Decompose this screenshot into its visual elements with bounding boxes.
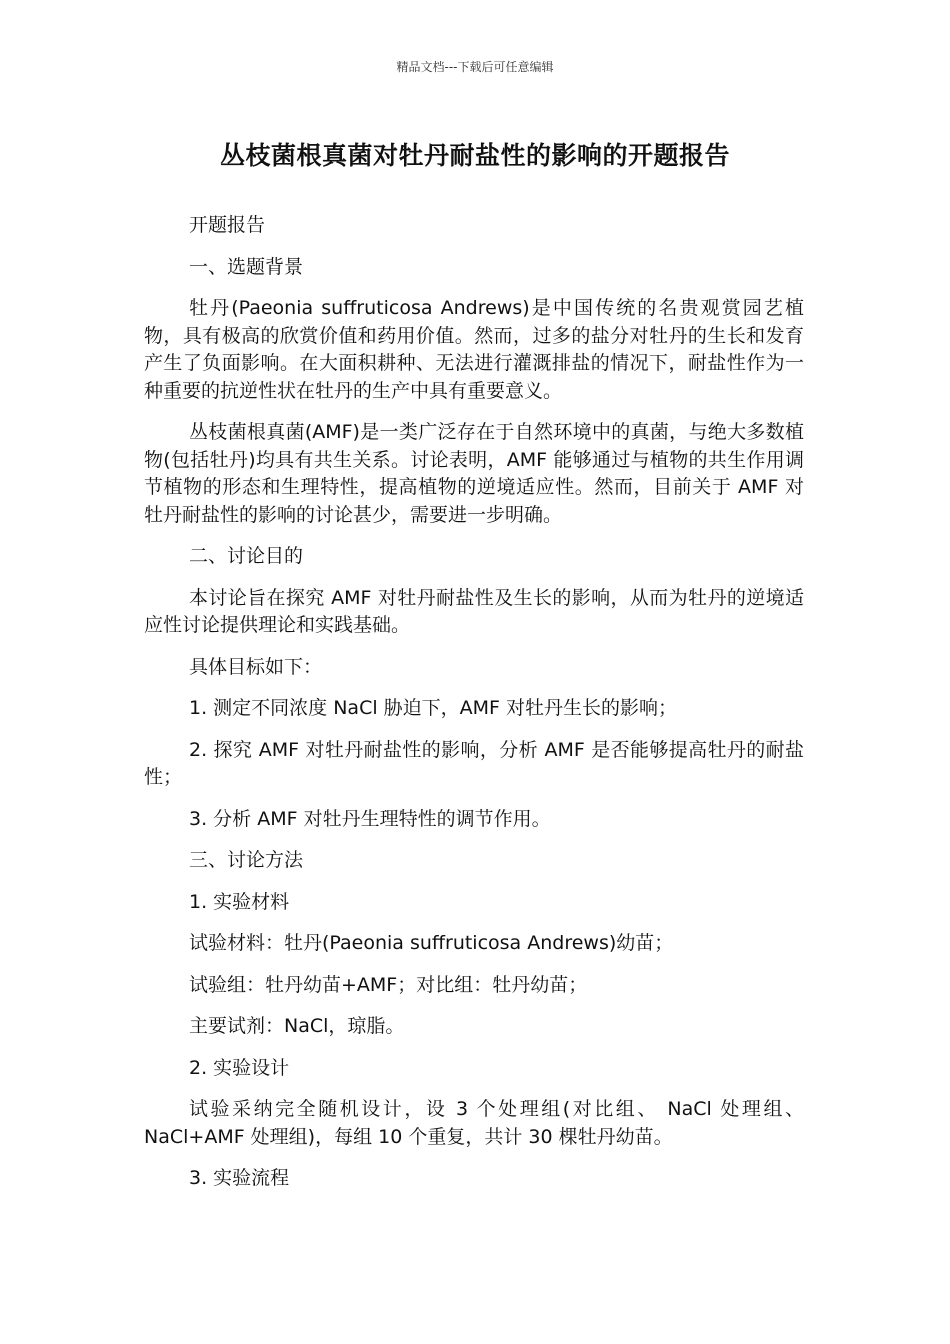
list-item-goal-1: 1. 测定不同浓度 NaCl 胁迫下，AMF 对牡丹生长的影响； xyxy=(189,697,678,719)
section-label-proposal: 开题报告 xyxy=(189,214,266,236)
paragraph-test-groups: 试验组：牡丹幼苗+AMF；对比组：牡丹幼苗； xyxy=(189,973,588,996)
paragraph-test-material: 试验材料：牡丹(Paeonia suffruticosa Andrews)幼苗； xyxy=(189,932,674,954)
paragraph-background-peony: 牡丹(Paeonia suffruticosa Andrews)是中国传统的名贵观赏园艺植物，具有极高的欣赏价值和药用价值。然而，过多的盐分对牡丹的生长和发育产生了负面影响。在大面积耕种、无法进行灌溉排盐的情况下，耐盐性作为一种重要的抗逆性状在牡丹的生产中具有重要意义。 xyxy=(144,297,804,402)
paragraph-purpose: 本讨论旨在探究 AMF 对牡丹耐盐性及生长的影响，从而为牡丹的逆境适应性讨论提供理论和实践基础。 xyxy=(144,586,804,636)
subheading-procedure: 3. 实验流程 xyxy=(189,1167,290,1189)
subheading-design: 2. 实验设计 xyxy=(189,1056,290,1079)
document-title: 丛枝菌根真菌对牡丹耐盐性的影响的开题报告 xyxy=(219,141,730,170)
paragraph-design: 试验采纳完全随机设计，设 3 个处理组(对比组、 NaCl 处理组、NaCl+AMF 处理组)，每组 10 个重复，共计 30 棵牡丹幼苗。 xyxy=(144,1098,804,1148)
paragraph-goals-intro: 具体目标如下： xyxy=(189,655,323,678)
list-item-goal-2: 2. 探究 AMF 对牡丹耐盐性的影响，分析 AMF 是否能够提高牡丹的耐盐性； xyxy=(144,738,804,788)
paragraph-reagents: 主要试剂：NaCl，琼脂。 xyxy=(189,1015,405,1037)
section-heading-background: 一、选题背景 xyxy=(189,255,304,278)
section-heading-methods: 三、讨论方法 xyxy=(189,849,304,871)
list-item-goal-3: 3. 分析 AMF 对牡丹生理特性的调节作用。 xyxy=(189,807,551,830)
paragraph-background-amf: 丛枝菌根真菌(AMF)是一类广泛存在于自然环境中的真菌，与绝大多数植物(包括牡丹)均具有共生关系。讨论表明，AMF 能够通过与植物的共生作用调节植物的形态和生理特性，提高植物的逆境适应性。然而，目前关于 AMF 对牡丹耐盐性的影响的讨论甚少，需要进一步明确。 xyxy=(144,421,804,526)
page-header-note: 精品文档---下载后可任意编辑 xyxy=(396,60,554,74)
subheading-materials: 1. 实验材料 xyxy=(189,890,290,913)
section-heading-purpose: 二、讨论目的 xyxy=(189,545,304,567)
document-body xyxy=(144,212,804,1207)
